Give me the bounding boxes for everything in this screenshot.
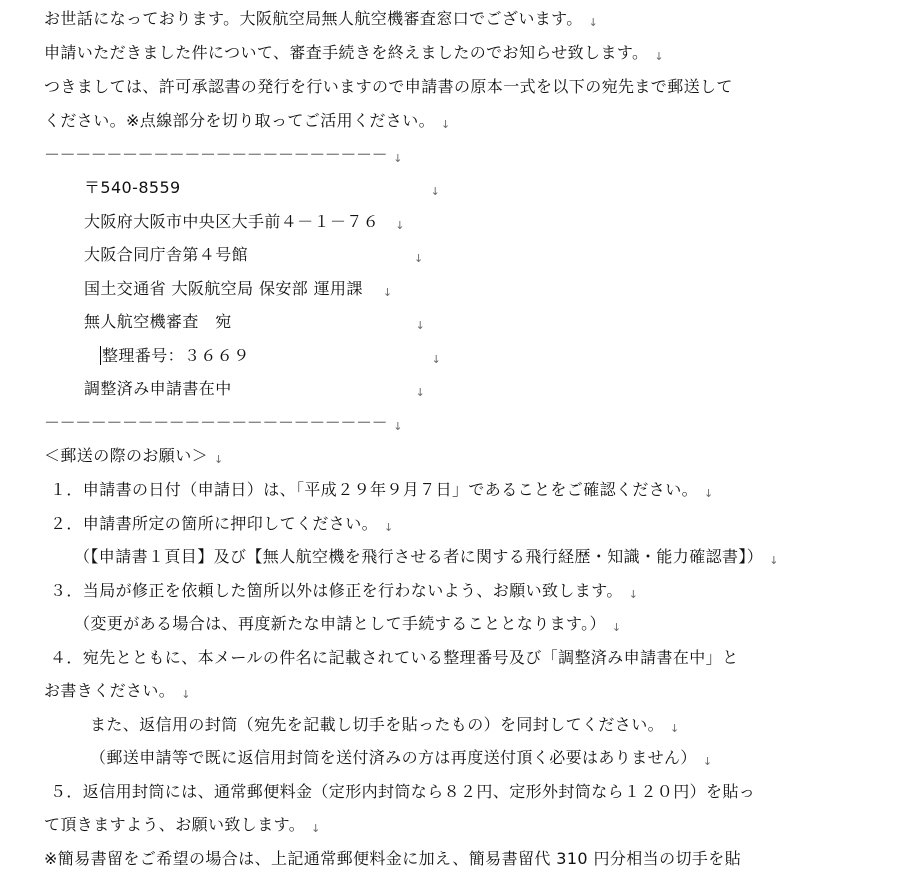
request-item-5-line-2	[44, 815, 321, 837]
paragraph-mark: ↓	[415, 319, 426, 332]
intro-line-3-text: つきましては、許可承認書の発行を行いますので申請書の原本一式を以下の宛先まで郵送して	[44, 77, 733, 96]
request-item-1-text: １．申請書の日付（申請日）は、「平成２９年９月７日」であることをご確認ください。	[50, 480, 699, 499]
paragraph-mark: ↓	[431, 353, 442, 366]
intro-line-1-text: お世話になっております。大阪航空局無人航空機審査窓口でございます。	[44, 9, 583, 28]
intro-line-4-text: ください。※点線部分を切り取ってご活用ください。	[44, 111, 436, 130]
reference-number-text: 整理番号：３６６９	[102, 346, 250, 365]
address-line-text: 大阪府大阪市中央区大手前４－１－７６	[84, 212, 380, 231]
intro-line-4	[44, 111, 451, 133]
paragraph-mark: ↓	[769, 554, 779, 567]
recipient-text: 無人航空機審査 宛	[84, 312, 232, 331]
paragraph-mark: ↓	[311, 822, 321, 835]
enclosed-note-line	[84, 379, 425, 401]
request-item-2-detail-text: （【申請書１頁目】及び【無人航空機を飛行させる者に関する飛行経歴・知識・能力確認書】）	[74, 547, 764, 566]
divider-bottom-text: －－－－－－－－－－－－－－－－－－－－－－	[44, 413, 388, 432]
request-item-2-text: ２．申請書所定の箇所に押印してください。	[50, 514, 379, 533]
paragraph-mark: ↓	[670, 722, 680, 735]
paragraph-mark: ↓	[702, 755, 713, 768]
registered-mail-note-text: ※簡易書留をご希望の場合は、上記通常郵便料金に加え、簡易書留代 310 円分相当の切手を貼	[44, 849, 742, 868]
paragraph-mark: ↓	[654, 50, 665, 63]
requests-heading-text: ＜郵送の際のお願い＞	[44, 446, 209, 465]
request-item-4-line-1	[50, 648, 738, 668]
building-text: 大阪合同庁舎第４号館	[84, 245, 249, 264]
paragraph-mark: ↓	[384, 521, 394, 534]
paragraph-mark: ↓	[393, 152, 403, 165]
paragraph-mark: ↓	[441, 118, 451, 131]
request-item-5-line-1-text: ５．返信用封筒には、通常郵便料金（定形内封筒なら８２円、定形外封筒なら１２０円）を貼っ	[50, 782, 756, 801]
enclosed-note-text: 調整済み申請書在中	[84, 379, 232, 398]
request-item-4-line-2	[44, 681, 191, 703]
paragraph-mark: ↓	[704, 487, 714, 500]
request-item-4-detail-2-text: （郵送申請等で既に返信用封筒を送付済みの方は再度送付頂く必要はありません）	[90, 748, 697, 767]
requests-heading	[44, 446, 224, 468]
department-line	[84, 279, 392, 301]
request-item-4-detail-1	[90, 715, 680, 737]
request-item-2	[50, 514, 394, 536]
reference-number-line[interactable]	[100, 346, 441, 368]
building-line	[84, 245, 424, 267]
address-line	[84, 212, 405, 234]
request-item-3-text: ３．当局が修正を依頼した箇所以外は修正を行わないよう、お願い致します。	[50, 581, 623, 600]
postal-code	[84, 178, 440, 200]
postal-code-text: 〒540-8559	[84, 178, 181, 197]
intro-line-3	[44, 77, 733, 97]
request-item-3-detail-text: （変更がある場合は、再度新たな申請として手続することとなります。）	[74, 614, 606, 633]
paragraph-mark: ↓	[611, 621, 622, 634]
request-item-1	[50, 480, 714, 502]
request-item-2-detail	[74, 547, 779, 569]
request-item-4-detail-1-text: また、返信用の封筒（宛先を記載し切手を貼ったもの）を同封してください。	[90, 715, 665, 734]
paragraph-mark: ↓	[181, 688, 191, 701]
intro-line-2	[44, 43, 664, 65]
divider-top-text: －－－－－－－－－－－－－－－－－－－－－－	[44, 145, 388, 164]
request-item-3	[50, 581, 638, 603]
divider-top	[44, 145, 402, 167]
paragraph-mark: ↓	[382, 286, 393, 299]
paragraph-mark: ↓	[628, 588, 639, 601]
request-item-5-line-1	[50, 782, 755, 802]
paragraph-mark: ↓	[393, 420, 403, 433]
paragraph-mark: ↓	[214, 453, 224, 466]
recipient-line	[84, 312, 425, 334]
paragraph-mark: ↓	[430, 185, 441, 198]
request-item-3-detail	[74, 614, 622, 636]
text-cursor	[100, 346, 101, 365]
paragraph-mark: ↓	[395, 219, 405, 232]
paragraph-mark: ↓	[588, 16, 599, 29]
intro-line-1	[44, 9, 598, 31]
request-item-4-detail-2	[90, 748, 712, 770]
paragraph-mark: ↓	[415, 386, 426, 399]
intro-line-2-text: 申請いただきました件について、審査手続きを終えましたのでお知らせ致します。	[44, 43, 649, 62]
paragraph-mark: ↓	[414, 252, 424, 265]
request-item-4-line-2-text: お書きください。	[44, 681, 176, 700]
registered-mail-note	[44, 849, 741, 869]
request-item-5-line-2-text: て頂きますよう、お願い致します。	[44, 815, 306, 834]
request-item-4-line-1-text: ４．宛先とともに、本メールの件名に記載されている整理番号及び「調整済み申請書在中」と	[50, 648, 739, 667]
department-text: 国土交通省 大阪航空局 保安部 運用課	[84, 279, 363, 298]
divider-bottom	[44, 413, 402, 435]
